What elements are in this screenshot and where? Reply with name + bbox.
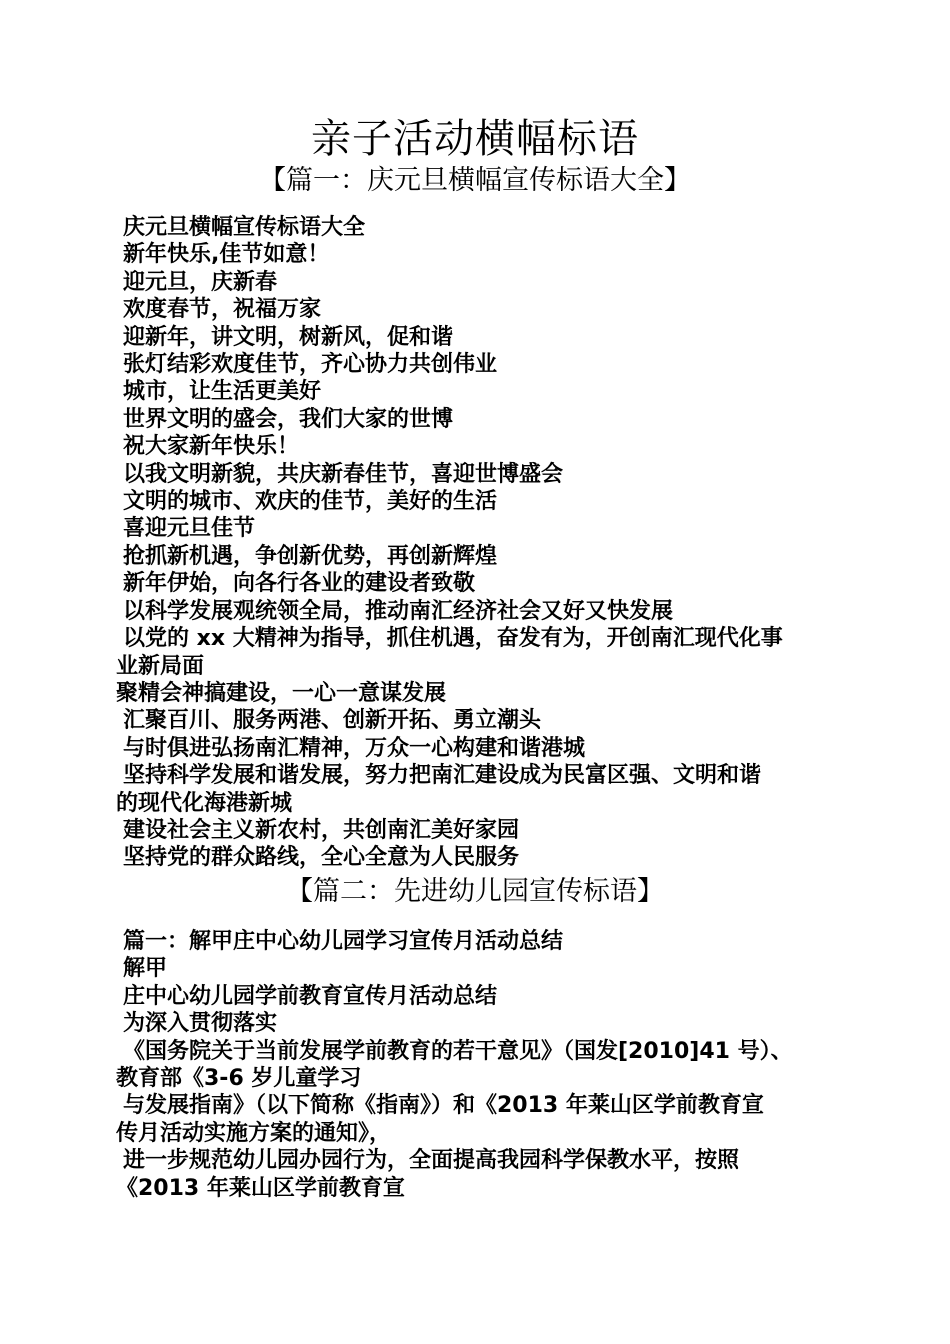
text-line: 与时俱进弘扬南汇精神，万众一心构建和谐港城 bbox=[123, 735, 586, 761]
text-line: 新年快乐,佳节如意！ bbox=[123, 242, 330, 268]
text-line: 坚持科学发展和谐发展，努力把南汇建设成为民富区强、文明和谐 bbox=[123, 763, 762, 789]
text-line: 汇聚百川、服务两港、创新开拓、勇立潮头 bbox=[123, 708, 542, 734]
section-heading-2: 【篇二：先进幼儿园宣传标语】 bbox=[286, 876, 664, 907]
text-line: 建设社会主义新农村，共创南汇美好家园 bbox=[123, 817, 520, 843]
text-line: 《国务院关于当前发展学前教育的若干意见》（国发[2010]41 号）、 bbox=[123, 1038, 793, 1064]
text-line: 喜迎元旦佳节 bbox=[123, 516, 256, 542]
text-line: 以科学发展观统领全局，推动南汇经济社会又好又快发展 bbox=[123, 598, 674, 624]
text-line: 庆元旦横幅宣传标语大全 bbox=[123, 215, 366, 240]
section-2-body bbox=[116, 928, 836, 1202]
text-line: 抢抓新机遇，争创新优势，再创新辉煌 bbox=[123, 543, 498, 569]
text-line: 篇一：解甲庄中心幼儿园学习宣传月活动总结 bbox=[123, 929, 564, 954]
text-line: 迎新年，讲文明，树新风，促和谐 bbox=[123, 324, 454, 350]
text-line: 的现代化海港新城 bbox=[116, 790, 293, 816]
text-line: 与发展指南》（以下简称《指南》）和《2013 年莱山区学前教育宣 bbox=[123, 1093, 764, 1119]
text-line: 迎元旦，庆新春 bbox=[123, 269, 278, 295]
text-line: 以党的 xx 大精神为指导，抓住机遇，奋发有为，开创南汇现代化事 bbox=[123, 626, 783, 652]
text-line: 解甲 bbox=[123, 956, 168, 982]
text-line: 欢度春节，祝福万家 bbox=[123, 297, 322, 323]
text-line: 《2013 年莱山区学前教育宣 bbox=[116, 1175, 405, 1201]
text-line: 庄中心幼儿园学前教育宣传月活动总结 bbox=[123, 983, 498, 1009]
text-line: 城市，让生活更美好 bbox=[123, 379, 322, 405]
text-line: 坚持党的群众路线，全心全意为人民服务 bbox=[123, 845, 520, 871]
text-line: 以我文明新貌，共庆新春佳节，喜迎世博盛会 bbox=[123, 461, 564, 487]
text-line: 业新局面 bbox=[116, 653, 205, 679]
text-line: 祝大家新年快乐！ bbox=[123, 434, 300, 460]
text-line: 文明的城市、欢庆的佳节，美好的生活 bbox=[123, 489, 498, 515]
section-heading-1: 【篇一：庆元旦横幅宣传标语大全】 bbox=[259, 165, 691, 196]
text-line: 张灯结彩欢度佳节，齐心协力共创伟业 bbox=[123, 352, 498, 378]
text-line: 教育部《3-6 岁儿童学习 bbox=[116, 1066, 362, 1092]
text-line: 世界文明的盛会，我们大家的世博 bbox=[123, 406, 454, 432]
section-1-body bbox=[116, 214, 836, 872]
text-line: 传月活动实施方案的通知》， bbox=[116, 1120, 392, 1146]
text-line: 聚精会神搞建设，一心一意谋发展 bbox=[116, 680, 447, 706]
text-line: 新年伊始，向各行各业的建设者致敬 bbox=[123, 571, 476, 597]
text-line: 进一步规范幼儿园办园行为，全面提高我园科学保教水平，按照 bbox=[123, 1148, 740, 1174]
document-title: 亲子活动横幅标语 bbox=[311, 116, 639, 162]
text-line: 为深入贯彻落实 bbox=[123, 1011, 278, 1037]
